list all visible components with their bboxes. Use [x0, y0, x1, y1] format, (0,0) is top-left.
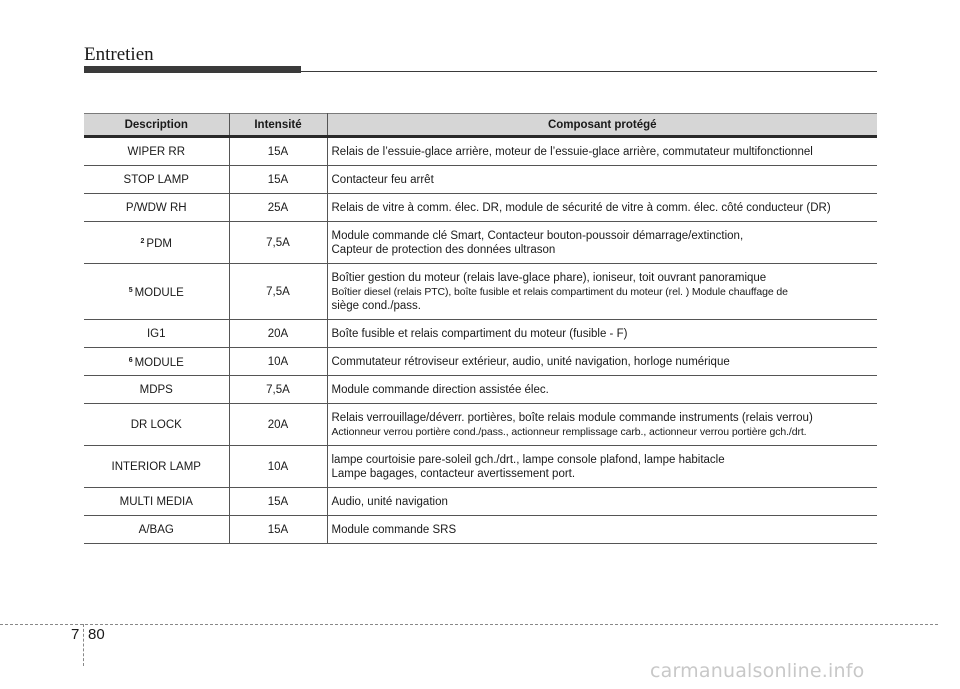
page-number: 80 — [88, 626, 105, 643]
component-line: Lampe bagages, contacteur avertissement port. — [331, 467, 576, 480]
component-line: lampe courtoisie pare-soleil gch./drt., lampe console plafond, lampe habitacle — [331, 453, 725, 466]
component-line: Relais de l’essuie-glace arrière, moteur de l’essuie-glace arrière, commutateur multifonctionnel — [331, 145, 813, 158]
fuse-intensity: 15A — [229, 516, 327, 544]
fuse-intensity: 10A — [229, 348, 327, 376]
table-row — [84, 348, 877, 376]
fuse-description: MDPS — [139, 383, 173, 396]
fuse-intensity: 20A — [229, 404, 327, 446]
fuse-description-cell — [84, 264, 229, 320]
component-line: Module commande clé Smart, Contacteur bouton-poussoir démarrage/extinction, — [331, 229, 744, 242]
fuse-component-cell — [327, 404, 877, 446]
fuse-description-cell — [84, 516, 229, 544]
fuse-description-cell — [84, 446, 229, 488]
fuse-description-cell — [84, 320, 229, 348]
fuse-description-cell — [84, 137, 229, 166]
fuse-component-cell — [327, 264, 877, 320]
column-header-description: Description — [84, 114, 229, 137]
fuse-description-cell — [84, 166, 229, 194]
footer-divider — [0, 624, 938, 625]
fuse-intensity: 7,5A — [229, 376, 327, 404]
fuse-intensity: 20A — [229, 320, 327, 348]
component-line: Boîtier diesel (relais PTC), boîte fusible et relais compartiment du moteur (rel. ) Module chauffage de — [331, 285, 788, 298]
fuse-description: DR LOCK — [130, 418, 182, 431]
fuse-description: MODULE — [134, 286, 184, 299]
component-line: Relais verrouillage/déverr. portières, boîte relais module commande instruments (relais verrou) — [331, 411, 813, 424]
fuse-intensity: 7,5A — [229, 222, 327, 264]
page-title: Entretien — [84, 44, 154, 65]
component-line: Relais de vitre à comm. élec. DR, module de sécurité de vitre à comm. élec. côté conducteur (DR) — [331, 201, 831, 214]
fuse-description-cell — [84, 404, 229, 446]
table-row — [84, 137, 877, 166]
fuse-component-cell — [327, 348, 877, 376]
fuse-component-cell — [327, 320, 877, 348]
fuse-description: IG1 — [146, 327, 166, 340]
table-row — [84, 404, 877, 446]
component-line: Commutateur rétroviseur extérieur, audio, unité navigation, horloge numérique — [331, 355, 730, 368]
fuse-description-cell — [84, 376, 229, 404]
table-row — [84, 376, 877, 404]
fuse-intensity: 7,5A — [229, 264, 327, 320]
chapter-number: 7 — [71, 626, 80, 643]
fuse-intensity: 15A — [229, 166, 327, 194]
fuse-intensity: 25A — [229, 194, 327, 222]
fuse-component-cell — [327, 516, 877, 544]
table-row — [84, 488, 877, 516]
component-line: Audio, unité navigation — [331, 495, 448, 508]
fuse-description: MODULE — [134, 356, 184, 369]
component-line: siège cond./pass. — [331, 299, 422, 312]
component-line: Boîtier gestion du moteur (relais lave-glace phare), ioniseur, toit ouvrant panoramique — [331, 271, 767, 284]
fuse-intensity: 10A — [229, 446, 327, 488]
footer-vertical-divider — [83, 624, 84, 666]
fuse-description: STOP LAMP — [123, 173, 189, 186]
column-header-intensity: Intensité — [229, 114, 327, 137]
footnote-marker: 2 — [140, 237, 145, 245]
fuse-description-cell — [84, 194, 229, 222]
table-row — [84, 222, 877, 264]
fuse-component-cell — [327, 446, 877, 488]
table-row — [84, 320, 877, 348]
footnote-marker: 6 — [128, 356, 133, 364]
component-line: Capteur de protection des données ultrason — [331, 243, 556, 256]
fuse-component-cell — [327, 166, 877, 194]
fuse-table-body — [84, 137, 877, 544]
fuse-description-cell — [84, 488, 229, 516]
component-line: Module commande direction assistée élec. — [331, 383, 549, 396]
fuse-description: WIPER RR — [127, 145, 185, 158]
fuse-table — [84, 113, 877, 544]
table-row — [84, 446, 877, 488]
component-line: Actionneur verrou portière cond./pass., actionneur remplissage carb., actionneur verrou portière gch./drt. — [331, 425, 807, 438]
table-row — [84, 516, 877, 544]
component-line: Module commande SRS — [331, 523, 457, 536]
fuse-component-cell — [327, 488, 877, 516]
fuse-description-cell — [84, 348, 229, 376]
fuse-description: INTERIOR LAMP — [111, 460, 201, 473]
component-line: Boîte fusible et relais compartiment du moteur (fusible - F) — [331, 327, 628, 340]
fuse-component-cell — [327, 376, 877, 404]
component-line: Contacteur feu arrêt — [331, 173, 434, 186]
fuse-description-cell — [84, 222, 229, 264]
table-header-row — [84, 114, 877, 137]
fuse-description: A/BAG — [138, 523, 174, 536]
watermark-logo: carmanualsonline.info — [650, 660, 865, 682]
table-row — [84, 194, 877, 222]
fuse-component-cell — [327, 137, 877, 166]
fuse-component-cell — [327, 222, 877, 264]
title-rule-thick — [84, 66, 301, 73]
column-header-component: Composant protégé — [327, 114, 877, 137]
table-row — [84, 166, 877, 194]
table-row — [84, 264, 877, 320]
title-rule-thin — [301, 71, 877, 72]
fuse-description: MULTI MEDIA — [119, 495, 193, 508]
fuse-component-cell — [327, 194, 877, 222]
fuse-intensity: 15A — [229, 137, 327, 166]
fuse-description: P/WDW RH — [125, 201, 187, 214]
fuse-description: PDM — [146, 237, 172, 250]
footnote-marker: 5 — [128, 286, 133, 294]
fuse-intensity: 15A — [229, 488, 327, 516]
